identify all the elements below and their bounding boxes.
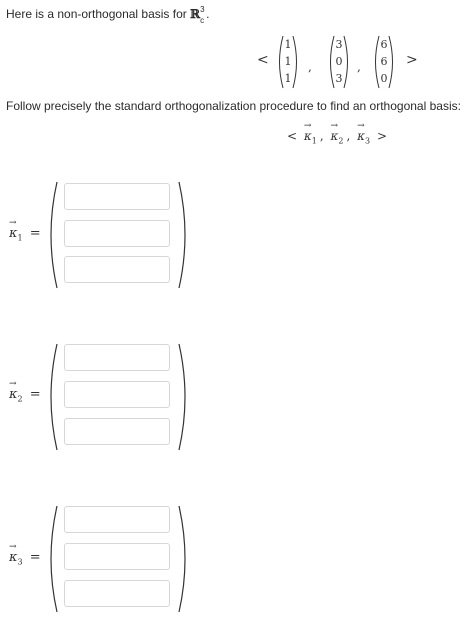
- close-angle: >: [406, 52, 418, 68]
- kappa-2-entry-1[interactable]: [64, 344, 170, 371]
- right-paren: [176, 342, 192, 452]
- open-angle: <: [287, 129, 298, 143]
- vector-entry: 3: [335, 38, 343, 51]
- separator: ,: [308, 60, 312, 74]
- target-basis: [287, 121, 387, 146]
- kappa-1-label: → $\kappa_1$ =: [9, 218, 41, 243]
- vector-entry: 0: [380, 72, 388, 85]
- open-angle: <: [257, 52, 269, 68]
- vector-entry: 3: [335, 72, 343, 85]
- kappa-1-entry-1[interactable]: [64, 183, 170, 210]
- vector-entry: 6: [380, 55, 388, 68]
- right-paren: [176, 504, 192, 614]
- kappa-2-label: → $\kappa_2$ =: [9, 379, 41, 404]
- vector-entry: 1: [284, 55, 292, 68]
- kappa-2-symbol: → $\kappa_2$: [330, 121, 344, 146]
- left-paren: [44, 342, 60, 452]
- given-basis: [250, 34, 440, 90]
- intro-text: [6, 5, 210, 25]
- kappa-2-entry-3[interactable]: [64, 418, 170, 445]
- field-symbol: ℝ: [190, 7, 201, 21]
- vector-entry: 6: [380, 38, 388, 51]
- basis-vector-3: [371, 34, 397, 90]
- kappa-3-symbol: → $\kappa_3$: [357, 121, 371, 146]
- left-paren: [44, 504, 60, 614]
- separator: ,: [319, 129, 324, 143]
- basis-vector-2: [326, 34, 352, 90]
- field-subscript: c: [200, 16, 205, 25]
- vector-entry: 1: [284, 38, 292, 51]
- kappa-1-entry-3[interactable]: [64, 256, 170, 283]
- intro-period: .: [206, 7, 210, 21]
- instruction-text: Follow precisely the standard orthogonalization procedure to find an orthogonal basis:: [6, 99, 461, 113]
- right-paren: [176, 180, 192, 290]
- separator: ,: [346, 129, 351, 143]
- intro-label: Here is a non-orthogonal basis for: [6, 7, 191, 21]
- kappa-3-entry-1[interactable]: [64, 506, 170, 533]
- kappa-3-label: → $\kappa_3$ =: [9, 542, 41, 567]
- kappa-2-entry-2[interactable]: [64, 381, 170, 408]
- kappa-1-symbol: → $\kappa_1$: [303, 121, 317, 146]
- kappa-3-entry-2[interactable]: [64, 543, 170, 570]
- vector-entry: 1: [284, 72, 292, 85]
- close-angle: >: [376, 129, 387, 143]
- field-superscript: 3: [200, 5, 205, 14]
- separator: ,: [357, 60, 361, 74]
- basis-vector-1: [275, 34, 301, 90]
- kappa-3-entry-3[interactable]: [64, 580, 170, 607]
- vector-entry: 0: [335, 55, 343, 68]
- kappa-1-entry-2[interactable]: [64, 220, 170, 247]
- left-paren: [44, 180, 60, 290]
